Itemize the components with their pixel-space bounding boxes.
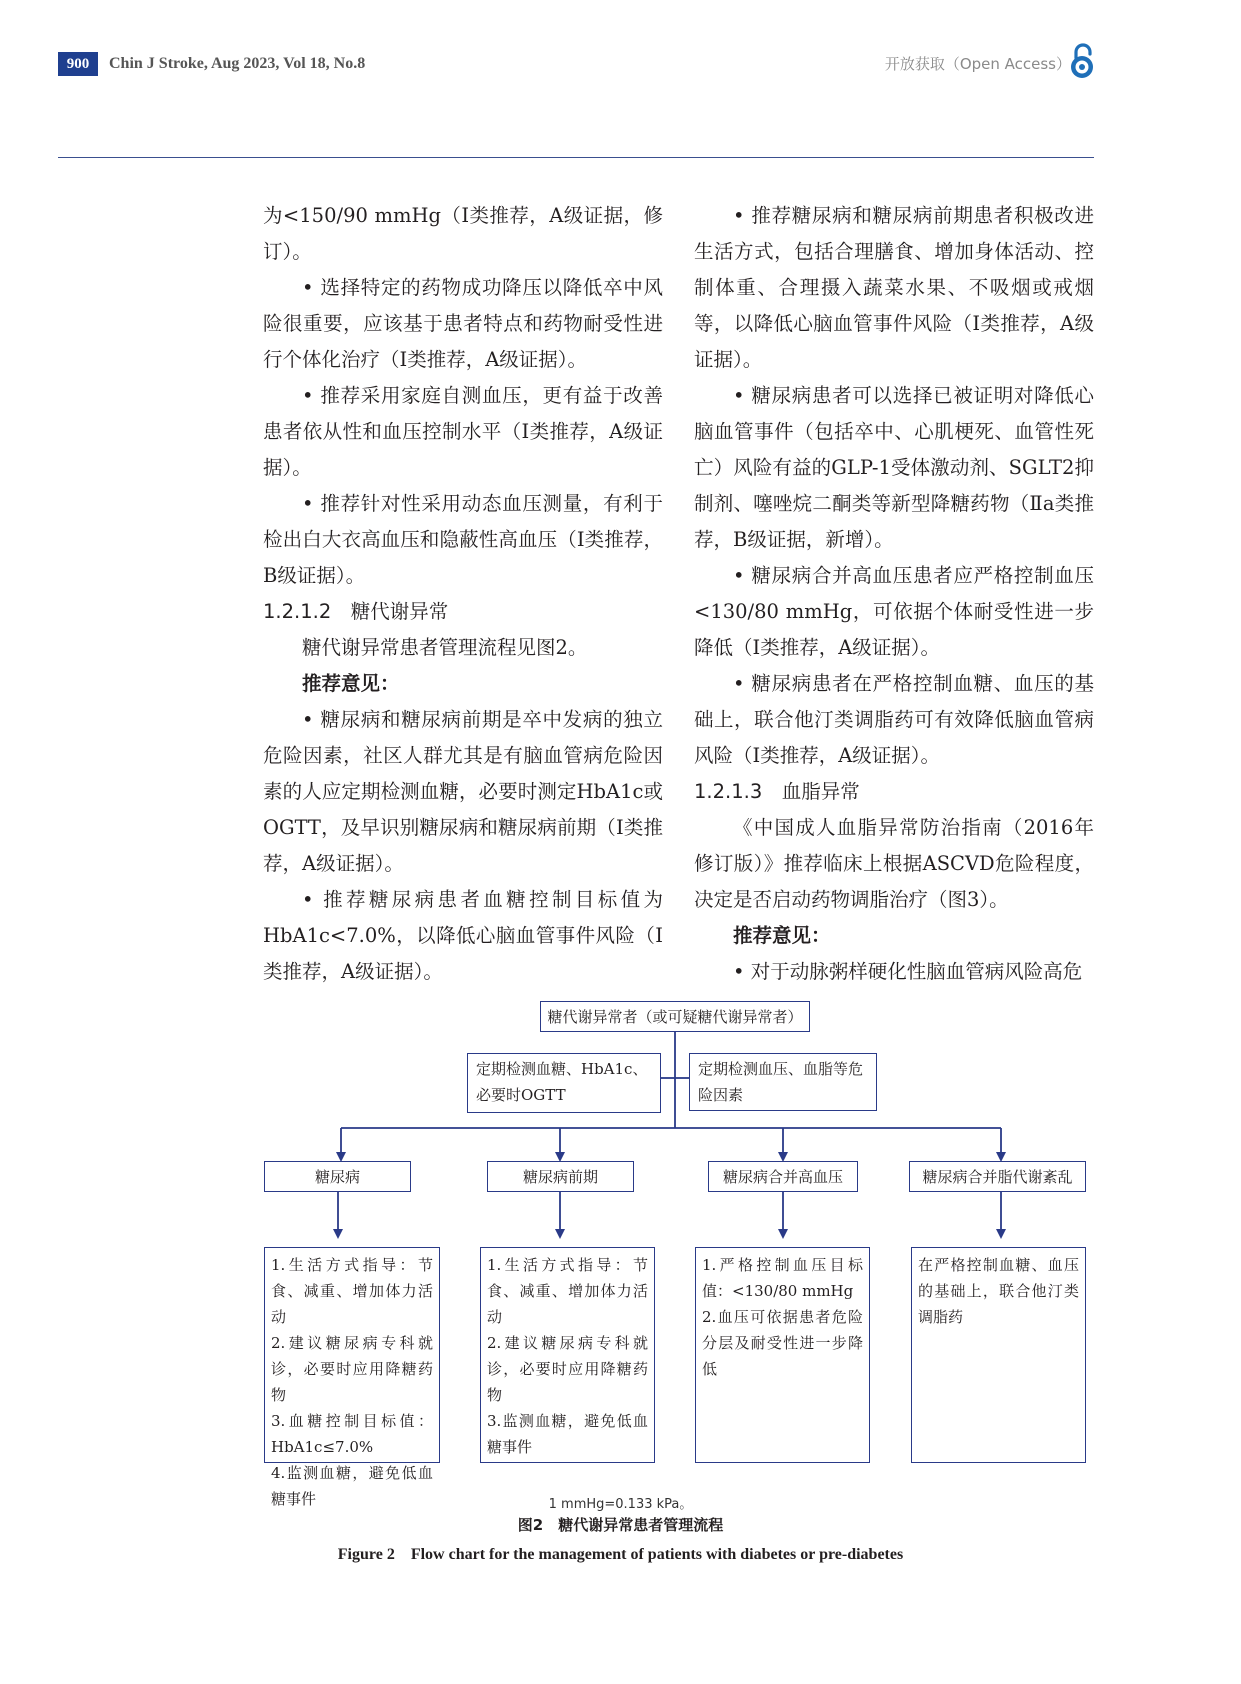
paragraph: 糖代谢异常患者管理流程见图2。 xyxy=(302,636,588,659)
section-heading: 1.2.1.2 糖代谢异常 xyxy=(263,600,449,623)
flow-category-diabetes: 糖尿病 xyxy=(264,1161,411,1192)
flow-action-line: 在严格控制血糖、血压的基础上，联合他汀类调脂药 xyxy=(918,1256,1079,1326)
paragraph: • 推荐糖尿病和糖尿病前期患者积极改进生活方式，包括合理膳食、增加身体活动、控制体重、合理摄入蔬菜水果、不吸烟或戒烟等，以降低心脑血管事件风险（Ⅰ类推荐，A级证据）。 xyxy=(694,204,1094,371)
flow-action-line: 4.监测血糖，避免低血糖事件 xyxy=(271,1464,433,1508)
paragraph: • 推荐糖尿病患者血糖控制目标值为HbA1c<7.0%，以降低心脑血管事件风险（Ⅰ类推荐，A级证据）。 xyxy=(263,888,663,983)
section-heading: 1.2.1.3 血脂异常 xyxy=(694,780,860,803)
paragraph: • 推荐针对性采用动态血压测量，有利于检出白大衣高血压和隐蔽性高血压（Ⅰ类推荐，B级证据）。 xyxy=(263,492,663,587)
page-number: 900 xyxy=(58,52,98,76)
paragraph: 《中国成人血脂异常防治指南（2016年修订版）》推荐临床上根据ASCVD危险程度，决定是否启动药物调脂治疗（图3）。 xyxy=(694,816,1094,911)
figure-caption-cn: 图2 糖代谢异常患者管理流程 xyxy=(517,1516,724,1534)
journal-citation: Chin J Stroke, Aug 2023, Vol 18, No.8 xyxy=(109,55,366,72)
flow-action-line: 3.监测血糖，避免低血糖事件 xyxy=(487,1412,648,1456)
flow-action-dyslipidemia xyxy=(911,1247,1086,1463)
paragraph: • 糖尿病患者在严格控制血糖、血压的基础上，联合他汀类调脂药可有效降低脑血管病风险（Ⅰ类推荐，A级证据）。 xyxy=(694,672,1094,767)
paragraph: 为<150/90 mmHg（Ⅰ类推荐，A级证据，修订）。 xyxy=(263,204,663,263)
figure-caption-en: Figure 2 Flow chart for the management of patients with diabetes or pre-diabetes xyxy=(337,1546,904,1563)
paragraph: • 糖尿病和糖尿病前期是卒中发病的独立危险因素，社区人群尤其是有脑血管病危险因素的人应定期检测血糖，必要时测定HbA1c或OGTT，及早识别糖尿病和糖尿病前期（Ⅰ类推荐，A级证据）。 xyxy=(263,708,663,875)
flow-category-dyslipidemia: 糖尿病合并脂代谢紊乱 xyxy=(909,1161,1086,1192)
open-access-label: 开放获取（Open Access） xyxy=(884,55,1071,73)
flow-category-hypertension: 糖尿病合并高血压 xyxy=(708,1161,858,1192)
paragraph: • 选择特定的药物成功降压以降低卒中风险很重要，应该基于患者特点和药物耐受性进行个体化治疗（Ⅰ类推荐，A级证据）。 xyxy=(263,276,663,371)
flow-side-right: 定期检测血压、血脂等危险因素 xyxy=(689,1053,877,1111)
flow-action-hypertension xyxy=(695,1247,870,1463)
flow-side-left: 定期检测血糖、HbA1c、必要时OGTT xyxy=(467,1053,661,1113)
flow-action-line: 2.血压可依据患者危险分层及耐受性进一步降低 xyxy=(702,1308,863,1378)
flow-action-line: 1.严格控制血压目标值：<130/80 mmHg xyxy=(702,1256,863,1300)
flow-action-line: 2.建议糖尿病专科就诊，必要时应用降糖药物 xyxy=(487,1334,648,1404)
flow-action-line: 2.建议糖尿病专科就诊，必要时应用降糖药物 xyxy=(271,1334,433,1404)
paragraph: • 糖尿病合并高血压患者应严格控制血压<130/80 mmHg，可依据个体耐受性进一步降低（Ⅰ类推荐，A级证据）。 xyxy=(694,564,1094,659)
flow-root: 糖代谢异常者（或可疑糖代谢异常者） xyxy=(540,1001,810,1032)
flow-action-line: 1.生活方式指导：节食、减重、增加体力活动 xyxy=(271,1256,433,1326)
flow-action-diabetes xyxy=(264,1247,440,1508)
paragraph: • 对于动脉粥样硬化性脑血管病风险高危 xyxy=(733,960,1083,983)
figure-note: 1 mmHg=0.133 kPa。 xyxy=(548,1497,693,1512)
recommendation-heading: 推荐意见： xyxy=(733,924,831,947)
recommendation-heading: 推荐意见： xyxy=(302,672,400,695)
flow-action-prediabetes xyxy=(480,1247,655,1463)
paragraph: • 推荐采用家庭自测血压，更有益于改善患者依从性和血压控制水平（Ⅰ类推荐，A级证据）。 xyxy=(263,384,663,479)
flow-action-line: 1.生活方式指导：节食、减重、增加体力活动 xyxy=(487,1256,648,1326)
paragraph: • 糖尿病患者可以选择已被证明对降低心脑血管事件（包括卒中、心肌梗死、血管性死亡）风险有益的GLP-1受体激动剂、SGLT2抑制剂、噻唑烷二酮类等新型降糖药物（Ⅱa类推荐，B级证据，新增）。 xyxy=(694,384,1094,551)
flow-category-prediabetes: 糖尿病前期 xyxy=(487,1161,634,1192)
flow-action-line: 3.血糖控制目标值：HbA1c≤7.0% xyxy=(271,1412,433,1456)
